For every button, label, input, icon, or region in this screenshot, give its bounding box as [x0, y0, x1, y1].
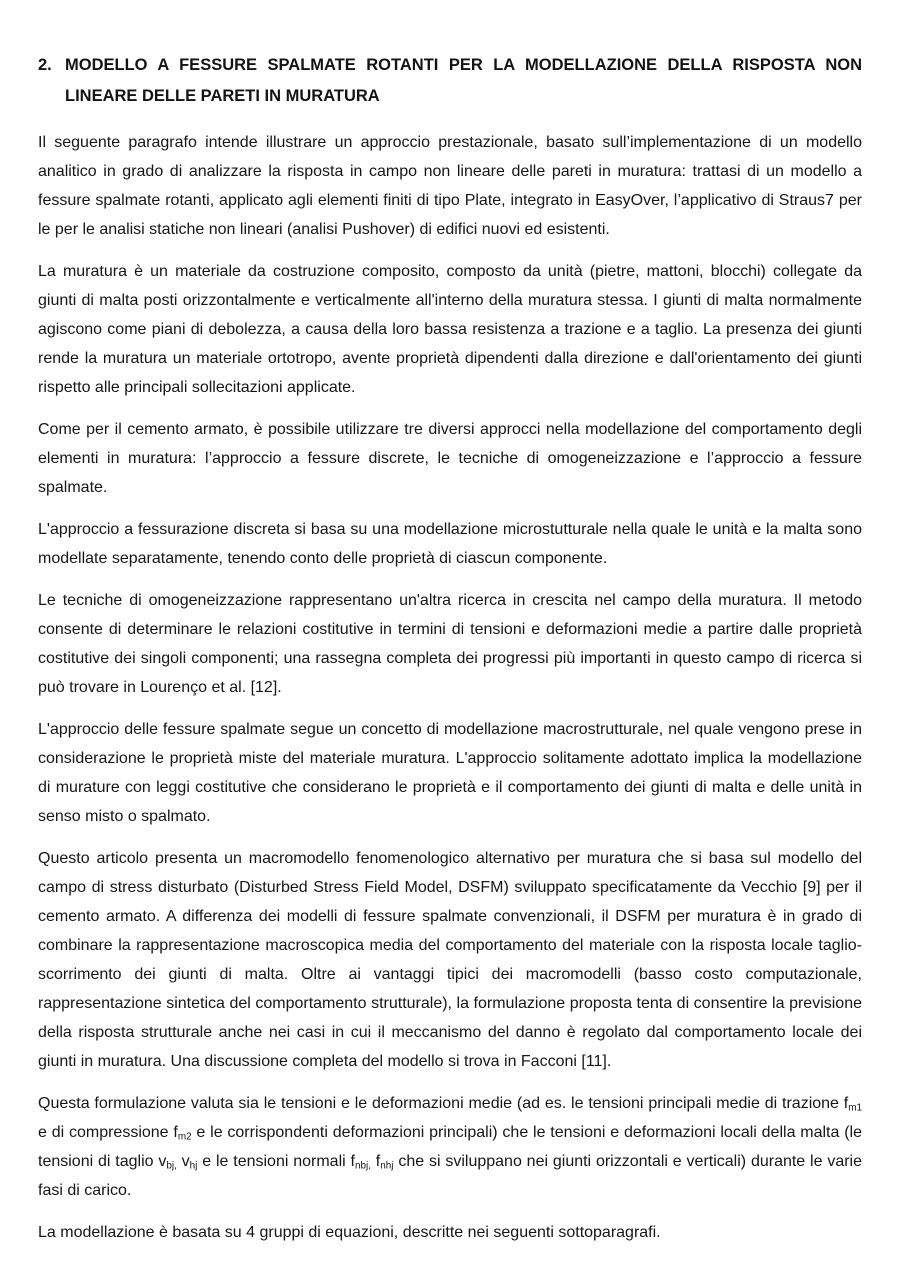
subscript: m2 [177, 1131, 192, 1143]
paragraph: Questo articolo presenta un macromodello fenomenologico alternativo per muratura che si basa sul modello del campo di stress disturbato (Disturbed Stress Field Model, DSFM) sviluppato specificatamente da Vecchio [9] per il cemento armato. A differenza dei modelli di fessure spalmate convenzionali, il DSFM per muratura è in grado di combinare la rappresentazione macroscopica media del comportamento del materiale con la risposta locale taglio-scorrimento dei giunti di malta. Oltre ai vantaggi tipici dei macromodelli (basso costo computazionale, rappresentazione sintetica del comportamento strutturale), la formulazione proposta tenta di consentire la previsione della risposta strutturale anche nei casi in cui il meccanismo del danno è regolato dal comportamento locale dei giunti in muratura. Una discussione completa del modello si trova in Facconi [11]. [38, 850, 862, 1070]
paragraph: Come per il cemento armato, è possibile utilizzare tre diversi approcci nella modellazione del comportamento degli elementi in muratura: l’approccio a fessure discrete, le tecniche di omogeneizzazione e l’approccio a fessure spalmate. [38, 421, 862, 496]
subscript: bj, [166, 1160, 177, 1172]
paragraph: La muratura è un materiale da costruzione composito, composto da unità (pietre, mattoni, blocchi) collegate da giunti di malta posti orizzontalmente e verticalmente all'interno della muratura stessa. I giunti di malta normalmente agiscono come piani di debolezza, a causa della loro bassa resistenza a trazione e a taglio. La presenza dei giunti rende la muratura un materiale ortotropo, avente proprietà dipendenti dalla direzione e dall'orientamento dei giunti rispetto alle principali sollecitazioni applicate. [38, 263, 862, 396]
section-number: 2. [38, 56, 52, 74]
paragraph: Le tecniche di omogeneizzazione rappresentano un'altra ricerca in crescita nel campo della muratura. Il metodo consente di determinare le relazioni costitutive in termini di tensioni e deformazioni medie a partire dalle proprietà costitutive dei singoli componenti; una rassegna completa dei progressi più importanti in questo campo di ricerca si può trovare in Lourenço et al. [12]. [38, 592, 862, 696]
subscript: m1 [848, 1102, 862, 1114]
body-paragraphs [38, 128, 862, 1247]
paragraph: L'approccio a fessurazione discreta si basa su una modellazione microstutturale nella quale le unità e la malta sono modellate separatamente, tenendo conto delle proprietà di ciascun componente. [38, 521, 862, 567]
paragraph: L'approccio delle fessure spalmate segue un concetto di modellazione macrostrutturale, nel quale vengono prese in considerazione le proprietà miste del materiale muratura. L'approccio solitamente adottato implica la modellazione di murature con leggi costitutive che considerano le proprietà e il comportamento dei giunti di malta e delle unità in senso misto o spalmato. [38, 721, 862, 825]
section-heading [38, 50, 862, 112]
paragraph: Questa formulazione valuta sia le tensioni e le deformazioni medie (ad es. le tensioni principali medie di trazione $f_{m1}$ e di compressione $f_{m2}$ e le corrispondenti deformazioni principali) che le tensioni e deformazioni locali della malta (le tensioni di taglio $v_{bj,}$ $v_{hj}$ e le tensioni normali $f_{nbj,}$ $f_{nhj}$ che si sviluppano nei giunti orizzontali e verticali) durante le varie fasi di carico. [38, 1095, 863, 1199]
subscript: nhj [380, 1160, 394, 1172]
subscript: nbj, [354, 1160, 371, 1172]
paragraph: La modellazione è basata su 4 gruppi di equazioni, descritte nei seguenti sottoparagrafi. [38, 1224, 661, 1241]
section-title: MODELLO A FESSURE SPALMATE ROTANTI PER LA MODELLAZIONE DELLA RISPOSTA NON LINEARE DELLE PARETI IN MURATURA [65, 56, 862, 105]
paragraph: Il seguente paragrafo intende illustrare un approccio prestazionale, basato sull’implementazione di un modello analitico in grado di analizzare la risposta in campo non lineare delle pareti in muratura: trattasi di un modello a fessure spalmate rotanti, applicato agli elementi finiti di tipo Plate, integrato in EasyOver, l’applicativo di Straus7 per le per le analisi statiche non lineari (analisi Pushover) di edifici nuovi ed esistenti. [38, 134, 862, 238]
subscript: hj [189, 1160, 198, 1172]
